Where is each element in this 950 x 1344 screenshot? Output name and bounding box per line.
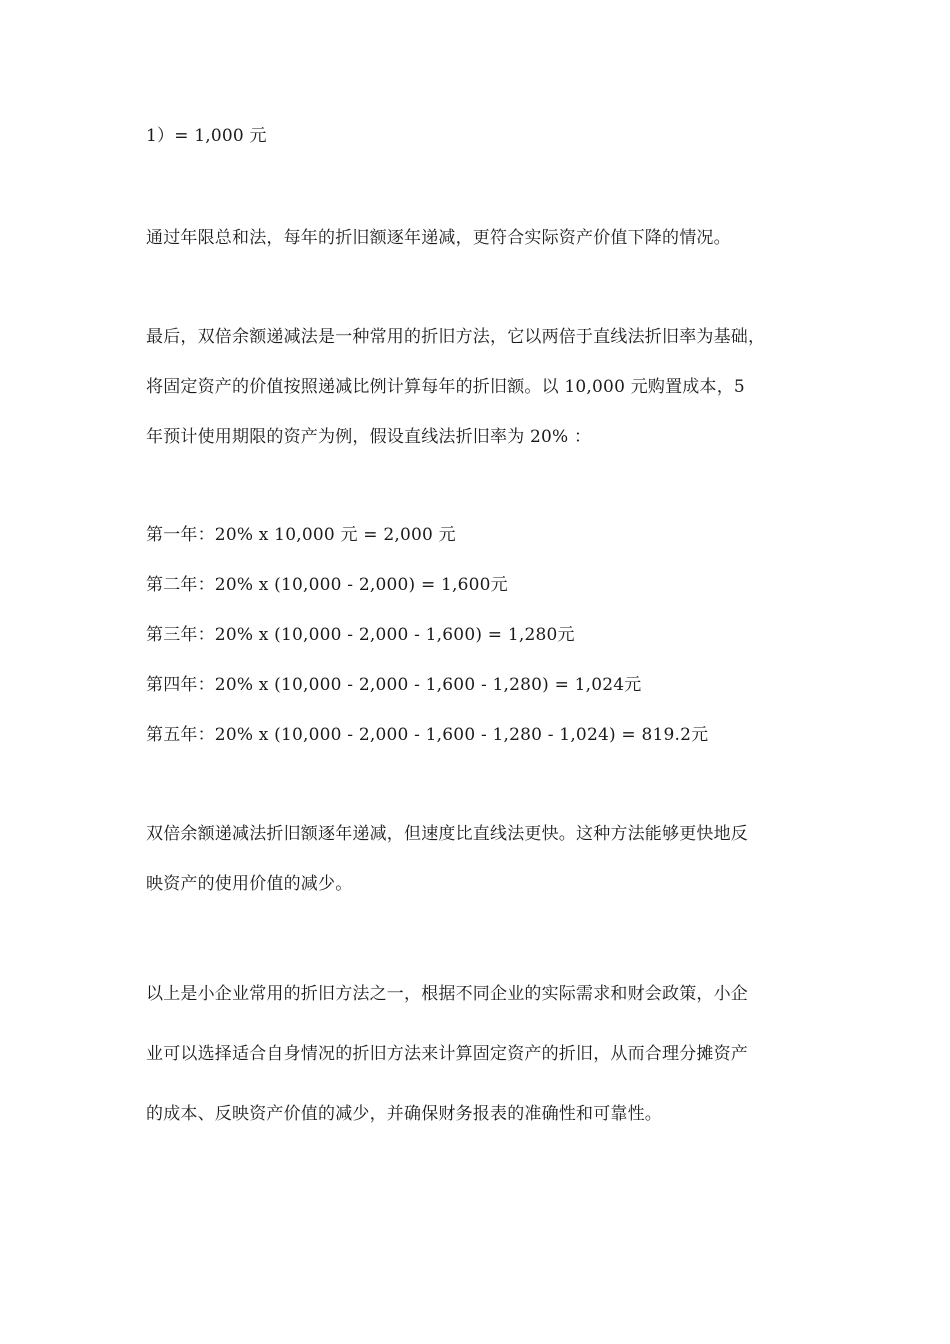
- paragraph-ddb-line-1: 最后，双倍余额递减法是一种常用的折旧方法，它以两倍于直线法折旧率为基础，: [146, 327, 766, 347]
- paragraph-conclusion-line-2: 业可以选择适合自身情况的折旧方法来计算固定资产的折旧，从而合理分摊资产: [146, 1044, 748, 1064]
- paragraph-ddb-summary-line-2: 映资产的使用价值的减少。: [146, 874, 353, 894]
- calculation-year-3: 第三年：20% x (10,000 - 2,000 - 1,600) = 1,280元: [146, 625, 575, 645]
- paragraph-ddb-line-3: 年预计使用期限的资产为例，假设直线法折旧率为 20% ：: [146, 427, 592, 447]
- calculation-year-2: 第二年：20% x (10,000 - 2,000) = 1,600元: [146, 575, 508, 595]
- calculation-year-1: 第一年：20% x 10,000 元 = 2,000 元: [146, 525, 456, 545]
- paragraph-conclusion-line-1: 以上是小企业常用的折旧方法之一，根据不同企业的实际需求和财会政策，小企: [146, 984, 748, 1004]
- calculation-year-5: 第五年：20% x (10,000 - 2,000 - 1,600 - 1,280 - 1,024) = 819.2元: [146, 725, 709, 745]
- calculation-year-4: 第四年：20% x (10,000 - 2,000 - 1,600 - 1,280) = 1,024元: [146, 675, 642, 695]
- paragraph-sum-years: 通过年限总和法，每年的折旧额逐年递减，更符合实际资产价值下降的情况。: [146, 228, 731, 248]
- continuation-line: 1）= 1,000 元: [146, 126, 267, 146]
- paragraph-ddb-summary-line-1: 双倍余额递减法折旧额逐年递减，但速度比直线法更快。这种方法能够更快地反: [146, 824, 748, 844]
- paragraph-conclusion-line-3: 的成本、反映资产价值的减少，并确保财务报表的准确性和可靠性。: [146, 1104, 662, 1124]
- paragraph-ddb-line-2: 将固定资产的价值按照递减比例计算每年的折旧额。以 10,000 元购置成本，5: [146, 377, 745, 397]
